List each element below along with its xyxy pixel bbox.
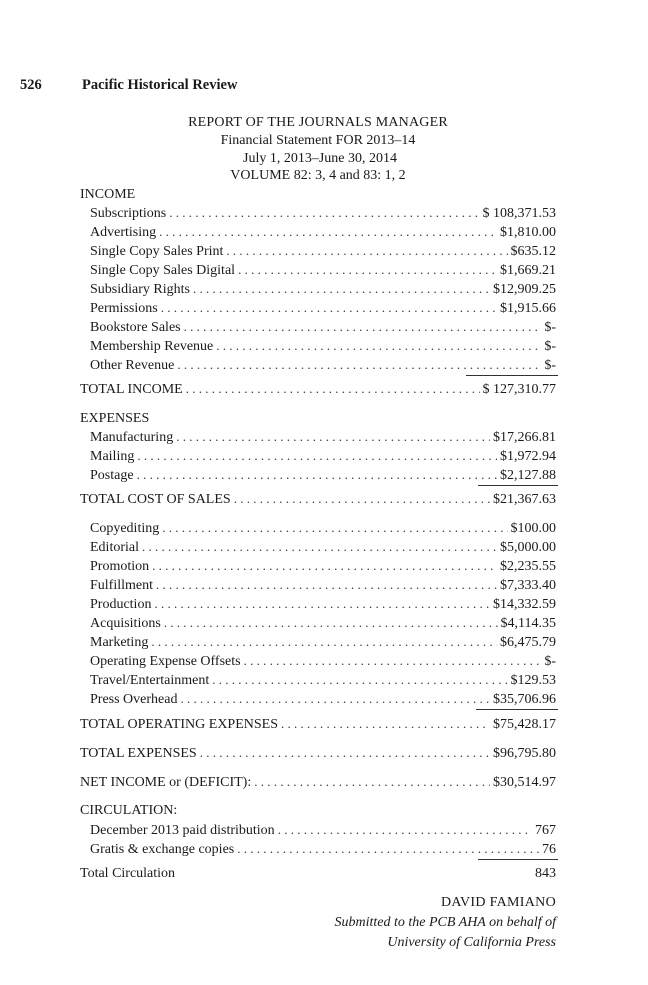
row-label: Press Overhead (90, 692, 178, 707)
row-value: $- (544, 654, 556, 669)
leader-dots (156, 577, 497, 593)
total-rule (478, 859, 558, 860)
row-label: Total Circulation (80, 866, 176, 881)
total-income-row (80, 381, 556, 399)
leader-dots (212, 672, 507, 688)
row-value: $2,127.88 (500, 468, 556, 483)
row-label: Subsidiary Rights (90, 282, 190, 297)
row-value: $7,333.40 (500, 578, 556, 593)
expense-row (90, 691, 556, 709)
total-rule (476, 709, 558, 710)
report-volume: VOLUME 82: 3, 4 and 83: 1, 2 (230, 168, 406, 183)
submission-note: Submitted to the PCB AHA on behalf of (334, 915, 556, 930)
row-value: $17,266.81 (493, 430, 556, 445)
leader-dots (184, 319, 542, 335)
running-head (20, 77, 237, 94)
journal-title: Pacific Historical Review (82, 77, 238, 93)
row-label: Promotion (90, 559, 150, 574)
row-value: $ 108,371.53 (482, 206, 556, 221)
row-label: Permissions (90, 301, 158, 316)
income-row (90, 338, 556, 356)
leader-dots (234, 491, 490, 507)
row-label: Postage (90, 468, 134, 483)
leader-dots (278, 822, 532, 838)
row-value: $30,514.97 (493, 775, 556, 790)
row-label: Bookstore Sales (90, 320, 181, 335)
report-title: REPORT OF THE JOURNALS MANAGER (188, 115, 448, 130)
total-expenses-row (80, 745, 556, 763)
expense-row (90, 615, 556, 633)
row-value: $- (544, 358, 556, 373)
expense-row (90, 448, 556, 466)
row-label: TOTAL EXPENSES (80, 746, 197, 761)
leader-dots (137, 467, 497, 483)
row-label: Single Copy Sales Print (90, 244, 224, 259)
row-label: TOTAL OPERATING EXPENSES (80, 717, 278, 732)
total-operating-expenses-row (80, 716, 556, 734)
row-value: $- (544, 339, 556, 354)
expense-row (90, 634, 556, 652)
row-label: Advertising (90, 225, 157, 240)
leader-dots (161, 300, 497, 316)
row-value: $1,915.66 (500, 301, 556, 316)
row-value: $100.00 (510, 521, 556, 536)
row-value: $21,367.63 (493, 492, 556, 507)
leader-dots (180, 691, 490, 707)
leader-dots (152, 558, 497, 574)
row-label: NET INCOME or (DEFICIT): (80, 775, 252, 790)
row-label: Subscriptions (90, 206, 167, 221)
leader-dots (159, 224, 497, 240)
income-row (90, 243, 556, 261)
leader-dots (137, 448, 497, 464)
leader-dots (244, 653, 542, 669)
row-label: December 2013 paid distribution (90, 823, 275, 838)
circulation-heading: CIRCULATION: (80, 803, 178, 818)
row-label: Production (90, 597, 152, 612)
row-value: $1,810.00 (500, 225, 556, 240)
row-value: 843 (535, 866, 556, 881)
leader-dots (176, 429, 490, 445)
leader-dots (162, 520, 507, 536)
income-row (90, 357, 556, 375)
row-label: Membership Revenue (90, 339, 214, 354)
income-heading: INCOME (80, 187, 136, 202)
row-value: $4,114.35 (500, 616, 556, 631)
expense-row (90, 672, 556, 690)
leader-dots (154, 596, 490, 612)
circulation-row (90, 822, 556, 840)
income-row (90, 205, 556, 223)
circulation-row (90, 841, 556, 859)
leader-dots (200, 745, 490, 761)
leader-dots (254, 774, 490, 790)
row-value: $12,909.25 (493, 282, 556, 297)
total-rule (466, 375, 558, 376)
report-subtitle: Financial Statement FOR 2013–14 (220, 133, 416, 148)
income-row (90, 281, 556, 299)
row-value: 76 (542, 842, 556, 857)
total-circulation-row (80, 866, 556, 884)
expense-row (90, 429, 556, 447)
row-value: $5,000.00 (500, 540, 556, 555)
expense-row (90, 558, 556, 576)
leader-dots (177, 357, 541, 373)
row-value: $129.53 (510, 673, 556, 688)
total-rule (478, 485, 558, 486)
leader-dots (226, 243, 507, 259)
income-row (90, 319, 556, 337)
organization-name: University of California Press (387, 935, 556, 950)
row-label: Editorial (90, 540, 139, 555)
row-label: Travel/Entertainment (90, 673, 210, 688)
row-value: $1,669.21 (500, 263, 556, 278)
row-value: $2,235.55 (500, 559, 556, 574)
row-label: Single Copy Sales Digital (90, 263, 236, 278)
row-label: Marketing (90, 635, 149, 650)
expense-row (90, 653, 556, 671)
total-cost-of-sales-row (80, 491, 556, 509)
income-row (90, 224, 556, 242)
expense-row (90, 596, 556, 614)
leader-dots (169, 205, 479, 221)
row-value: $1,972.94 (500, 449, 556, 464)
leader-dots (164, 615, 498, 631)
report-period: July 1, 2013–June 30, 2014 (243, 151, 397, 166)
leader-dots (237, 841, 539, 857)
row-label: Fulfillment (90, 578, 153, 593)
leader-dots (193, 281, 490, 297)
expenses-heading: EXPENSES (80, 411, 150, 426)
row-label: Copyediting (90, 521, 160, 536)
row-label: Manufacturing (90, 430, 174, 445)
row-value: $6,475.79 (500, 635, 556, 650)
row-label: Acquisitions (90, 616, 161, 631)
row-value: $35,706.96 (493, 692, 556, 707)
expense-row (90, 520, 556, 538)
row-value: $635.12 (510, 244, 556, 259)
row-label: TOTAL INCOME (80, 382, 183, 397)
row-label: Other Revenue (90, 358, 175, 373)
row-label: Gratis & exchange copies (90, 842, 235, 857)
leader-dots (142, 539, 497, 555)
leader-dots (186, 381, 480, 397)
row-value: $75,428.17 (493, 717, 556, 732)
income-row (90, 300, 556, 318)
row-label: Mailing (90, 449, 135, 464)
leader-dots (281, 716, 490, 732)
row-value: $96,795.80 (493, 746, 556, 761)
income-row (90, 262, 556, 280)
net-income-row (80, 774, 556, 792)
row-label: Operating Expense Offsets (90, 654, 241, 669)
signatory-name: DAVID FAMIANO (441, 895, 556, 910)
expense-row (90, 539, 556, 557)
expense-row (90, 467, 556, 485)
row-value: 767 (535, 823, 556, 838)
expense-row (90, 577, 556, 595)
leader-dots (238, 262, 497, 278)
row-value: $ 127,310.77 (482, 382, 556, 397)
row-value: $- (544, 320, 556, 335)
row-value: $14,332.59 (493, 597, 556, 612)
row-label: TOTAL COST OF SALES (80, 492, 231, 507)
leader-dots (216, 338, 541, 354)
page-number: 526 (20, 77, 42, 93)
leader-dots (151, 634, 497, 650)
